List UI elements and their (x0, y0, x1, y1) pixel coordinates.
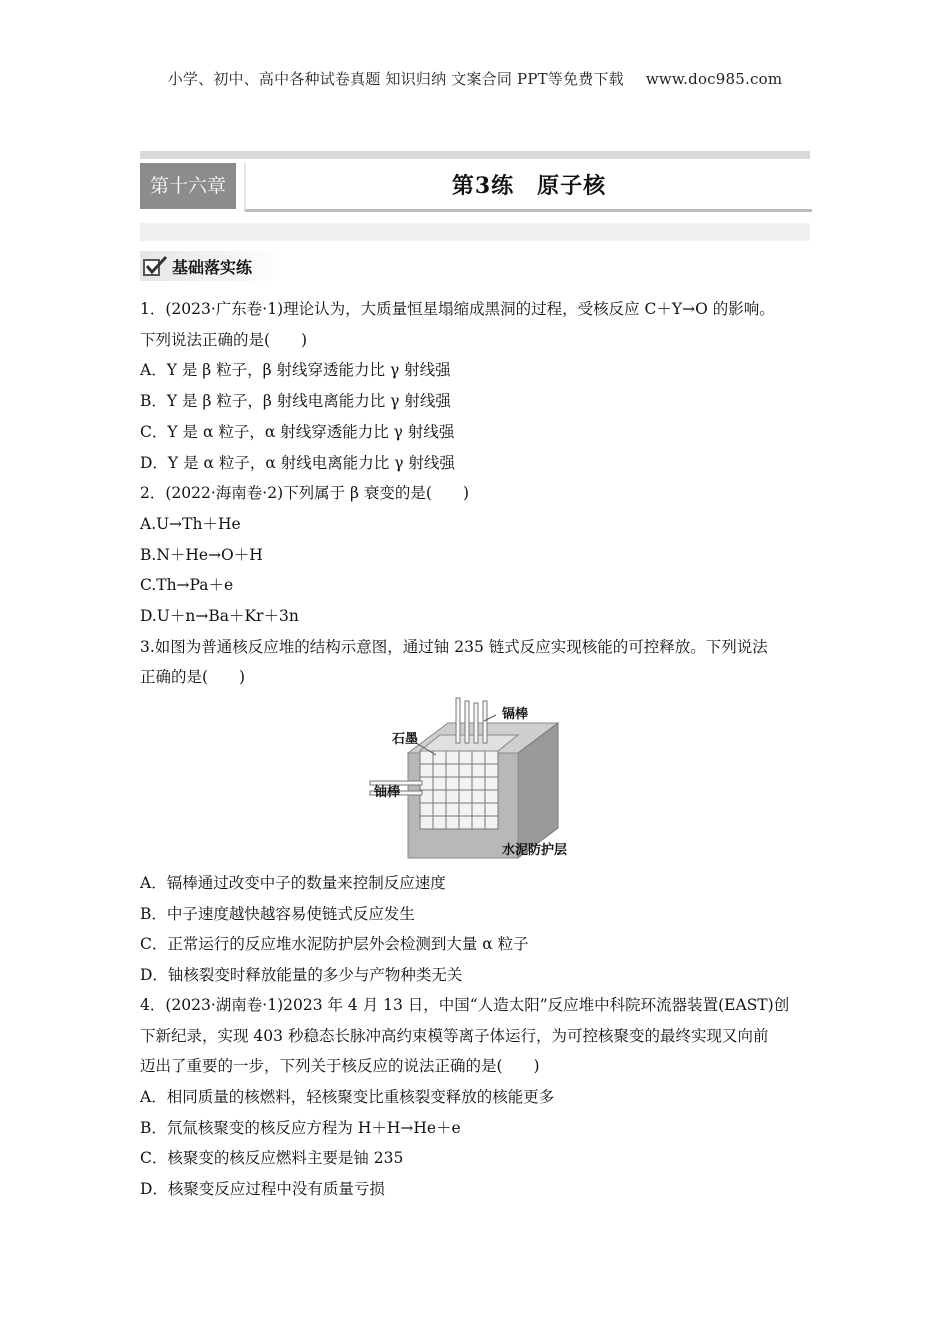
q2-option-a: A.U→Th＋He (140, 515, 241, 533)
q2-option-c: C.Th→Pa＋e (140, 576, 234, 594)
q2-stem: 2．(2022·海南卷·2)下列属于 β 衰变的是( ) (140, 484, 470, 502)
label-uranium-rod: 铀棒 (374, 785, 401, 800)
reactor-diagram (368, 693, 578, 863)
q3-option-a: A．镉棒通过改变中子的数量来控制反应速度 (140, 874, 446, 892)
chapter-title-box (244, 163, 812, 212)
checkbox-icon (142, 255, 168, 277)
site-url[interactable]: www.doc985.com (645, 70, 783, 88)
chapter-tag: 第十六章 (140, 163, 236, 209)
q3-option-d: D．铀核裂变时释放能量的多少与产物种类无关 (140, 966, 463, 984)
q1-stem-line1: 1．(2023·广东卷·1)理论认为，大质量恒星塌缩成黑洞的过程，受核反应 C＋Y→O 的影响。 (140, 300, 775, 318)
q1-option-a: A．Y 是 β 粒子，β 射线穿透能力比 γ 射线强 (140, 361, 451, 379)
q2-option-d: D.U＋n→Ba＋Kr＋3n (140, 607, 299, 625)
q1-option-b: B．Y 是 β 粒子，β 射线电离能力比 γ 射线强 (140, 392, 451, 410)
q4-option-b: B．氘氚核聚变的核反应方程为 H＋H→He＋e (140, 1119, 461, 1137)
q3-stem-line1: 3.如图为普通核反应堆的结构示意图，通过铀 235 链式反应实现核能的可控释放。下列说法 (140, 638, 768, 656)
q4-option-c: C．核聚变的核反应燃料主要是铀 235 (140, 1149, 404, 1167)
q3-stem-line2: 正确的是( ) (140, 668, 246, 686)
label-concrete-shield: 水泥防护层 (502, 843, 568, 858)
q4-stem-line1: 4．(2023·湖南卷·1)2023 年 4 月 13 日，中国“人造太阳”反应堆中科院环流器装置(EAST)创 (140, 996, 790, 1014)
q1-option-c: C．Y 是 α 粒子，α 射线穿透能力比 γ 射线强 (140, 423, 455, 441)
q1-stem-line2: 下列说法正确的是( ) (140, 331, 308, 349)
q4-option-d: D．核聚变反应过程中没有质量亏损 (140, 1180, 385, 1198)
label-cadmium-rod: 镉棒 (502, 707, 529, 722)
section-title: 基础落实练 (172, 257, 253, 277)
q3-option-b: B．中子速度越快越容易使链式反应发生 (140, 905, 415, 923)
header-bottom-band (140, 223, 810, 241)
q4-option-a: A．相同质量的核燃料，轻核聚变比重核裂变释放的核能更多 (140, 1088, 555, 1106)
reactor-illustration (368, 693, 578, 863)
header-top-band (140, 151, 810, 159)
section-heading (140, 251, 280, 281)
label-graphite: 石墨 (392, 732, 419, 747)
q3-option-c: C．正常运行的反应堆水泥防护层外会检测到大量 α 粒子 (140, 935, 529, 953)
q1-option-d: D．Y 是 α 粒子，α 射线电离能力比 γ 射线强 (140, 454, 455, 472)
q4-stem-line3: 迈出了重要的一步，下列关于核反应的说法正确的是( ) (140, 1057, 540, 1075)
banner-text: 小学、初中、高中各种试卷真题 知识归纳 文案合同 PPT等免费下载 (167, 70, 624, 88)
chapter-header (140, 151, 810, 241)
chapter-title: 第3练 原子核 (451, 173, 607, 199)
q2-option-b: B.N＋He→O＋H (140, 546, 263, 564)
top-banner (0, 68, 950, 89)
q4-stem-line2: 下新纪录，实现 403 秒稳态长脉冲高约束模等离子体运行，为可控核聚变的最终实现又向前 (140, 1027, 769, 1045)
